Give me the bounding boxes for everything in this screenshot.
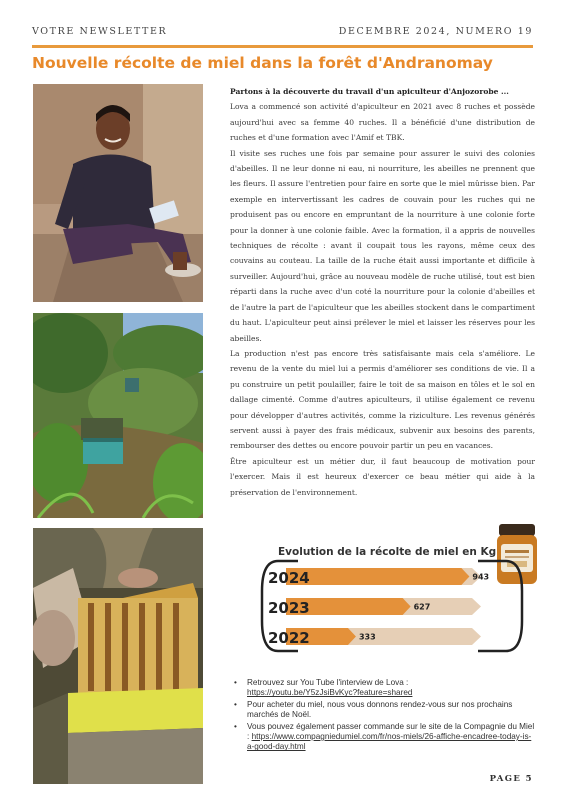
beekeeper-portrait-photo [33,84,203,302]
list-item [232,678,537,699]
header-divider [32,45,533,48]
category-label: 2024 [268,569,310,587]
hive-frames-photo [33,528,203,784]
chart-title: Evolution de la récolte de miel en Kg [278,546,497,558]
article-lead: Partons à la découverte du travail d'un apiculteur d'Anjozorobe ... [230,87,509,96]
article-paragraph: Lova a commencé son activité d'apiculteur en 2021 avec 8 ruches et possède aujourd'hui avec sa femme 40 ruches. Il a bénéficié d'une distribution de ruches et d'une formation avec l'Amif et TBK. [230,102,535,143]
value-label: 333 [358,632,376,642]
newsletter-header [32,26,533,40]
markets-text: Pour acheter du miel, nous vous donnons rendez-vous sur nos prochains marchés de Noël. [247,699,513,720]
shop-link[interactable]: https://www.compagniedumiel.com/fr/nos-miels/26-affiche-encadree-today-is-a-good-day.html [247,732,532,752]
article-paragraph: Être apiculteur est un métier dur, il faut beaucoup de motivation pour l'exercer. Mais il est heureux d'exercer ce beau métier qui aide à la préservation de l'environnement. [230,456,535,497]
article-paragraph: La production n'est pas encore très satisfaisante mais cela s'améliore. Le revenu de la vente du miel lui a permis d'améliorer ses conditions de vie. Il a pu construire un petit poulailler, faire le toit de sa maison en tôles et le sol en dallage cimenté. Comme d'autres apiculteurs, il utilise également ce revenu pour développer d'autres activités, comme la riziculture. Les revenus générés servent aussi à payer des frais médicaux, subvenir aux besoins des parents, rembourser des dettes ou encore pouvoir partir un peu en vacances. [230,348,535,451]
list-item [232,722,537,753]
page-number: PAGE 5 [489,774,533,784]
bar-2024 [286,568,469,585]
value-label: 627 [413,602,431,612]
list-item [232,700,537,721]
article-paragraph: Il visite ses ruches une fois par semaine pour assurer le suivi des colonies d'abeilles. Il ne leur donne ni eau, ni nourriture, les abeilles ne prennent que les fleurs. Il assure l'entretien pour faire en sorte que le miel mûrisse bien. Par exemple en intervertissant les cadres de couvain pour les ruches qui ne produisent pas ou encore en empruntant de la nourriture à une colonie forte pour la donner à une colonie faible. Avec la formation, il a appris de nouvelles techniques de récolte : avant il coupait tous les rayons, même ceux des couvains au couteau. La taille de la ruche était aussi importante et difficile à surveiller. Aujourd'hui, grâce au nouveau modèle de ruche utilisé, tout est bien réparti dans la ruche avec d'un coté la nourriture pour la colonie d'abeilles et de l'autre la part de l'apiculteur que les abeilles stockent dans le compartiment du haut. L'apiculteur peut ainsi prélever le miel et laisser les réserves pour les abeilles. [230,148,535,343]
youtube-link[interactable]: https://youtu.be/Y5zJsiBvKyc?feature=shared [247,688,413,698]
issue-date: DECEMBRE 2024, NUMERO 19 [338,26,533,37]
category-label: 2023 [268,599,310,617]
shop-text: Vous pouvez également passer commande sur le site de la Compagnie du Miel : [247,721,535,742]
article-title: Nouvelle récolte de miel dans la forêt d'Andranomay [32,54,493,72]
hives-in-forest-photo [33,313,203,518]
article-body [230,84,535,500]
youtube-text: Retrouvez sur You Tube l'interview de Lova : [247,678,409,687]
value-label: 943 [472,572,490,582]
category-label: 2022 [268,629,310,647]
newsletter-label: VOTRE NEWSLETTER [32,26,168,37]
info-list [232,678,537,754]
harvest-chart [258,556,538,656]
